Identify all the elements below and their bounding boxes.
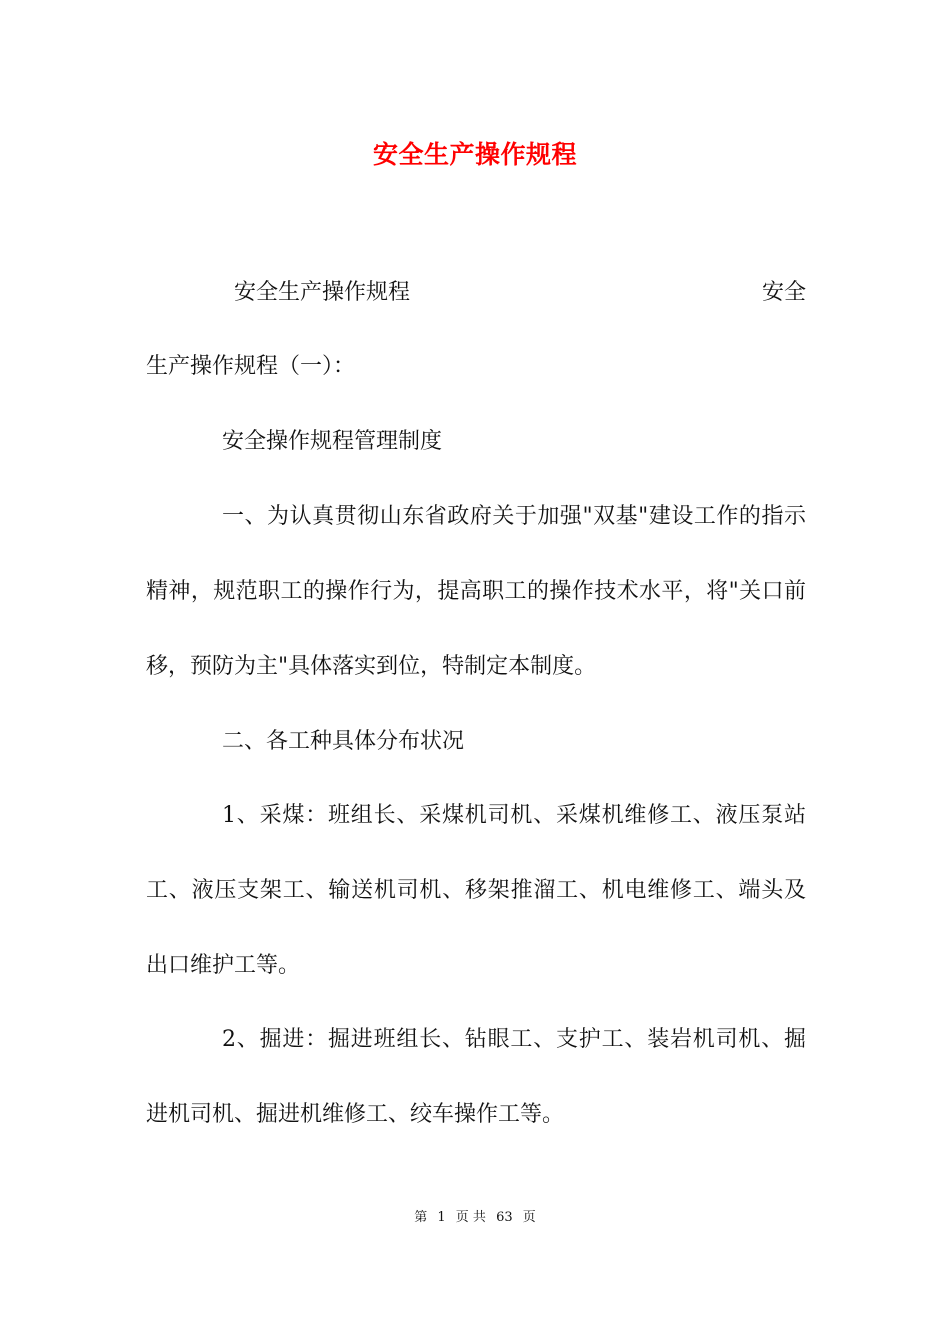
page-footer	[0, 1209, 950, 1227]
paragraph-line: 出口维护工等。	[146, 953, 301, 978]
paragraph-line: 进机司机、掘进机维修工、绞车操作工等。	[146, 1102, 565, 1127]
heading-text: 安全生产操作规程	[234, 280, 411, 305]
paragraph-line: 移，预防为主"具体落实到位，特制定本制度。	[146, 654, 597, 679]
heading-trailing-text: 安全	[761, 280, 806, 305]
page-label-prefix: 第	[414, 1210, 428, 1225]
paragraph-line: 生产操作规程（一）：	[146, 354, 356, 379]
paragraph-line: 工、液压支架工、输送机司机、移架推溜工、机电维修工、端头及	[146, 878, 806, 903]
page-number: 1	[437, 1210, 446, 1225]
section-heading: 二、各工种具体分布状况	[222, 729, 465, 754]
page-label-mid: 页 共	[455, 1210, 486, 1225]
paragraph-line: 2、掘进：掘进班组长、钻眼工、支护工、装岩机司机、掘	[222, 1027, 806, 1052]
total-pages: 63	[496, 1210, 513, 1225]
document-title: 安全生产操作规程	[372, 140, 577, 169]
section-heading: 安全操作规程管理制度	[222, 429, 443, 454]
page-label-suffix: 页	[522, 1210, 536, 1225]
paragraph-line: 一、为认真贯彻山东省政府关于加强"双基"建设工作的指示	[222, 504, 806, 529]
paragraph-line: 精神，规范职工的操作行为，提高职工的操作技术水平，将"关口前	[146, 579, 806, 604]
paragraph-line: 1、采煤：班组长、采煤机司机、采煤机维修工、液压泵站	[222, 803, 806, 828]
